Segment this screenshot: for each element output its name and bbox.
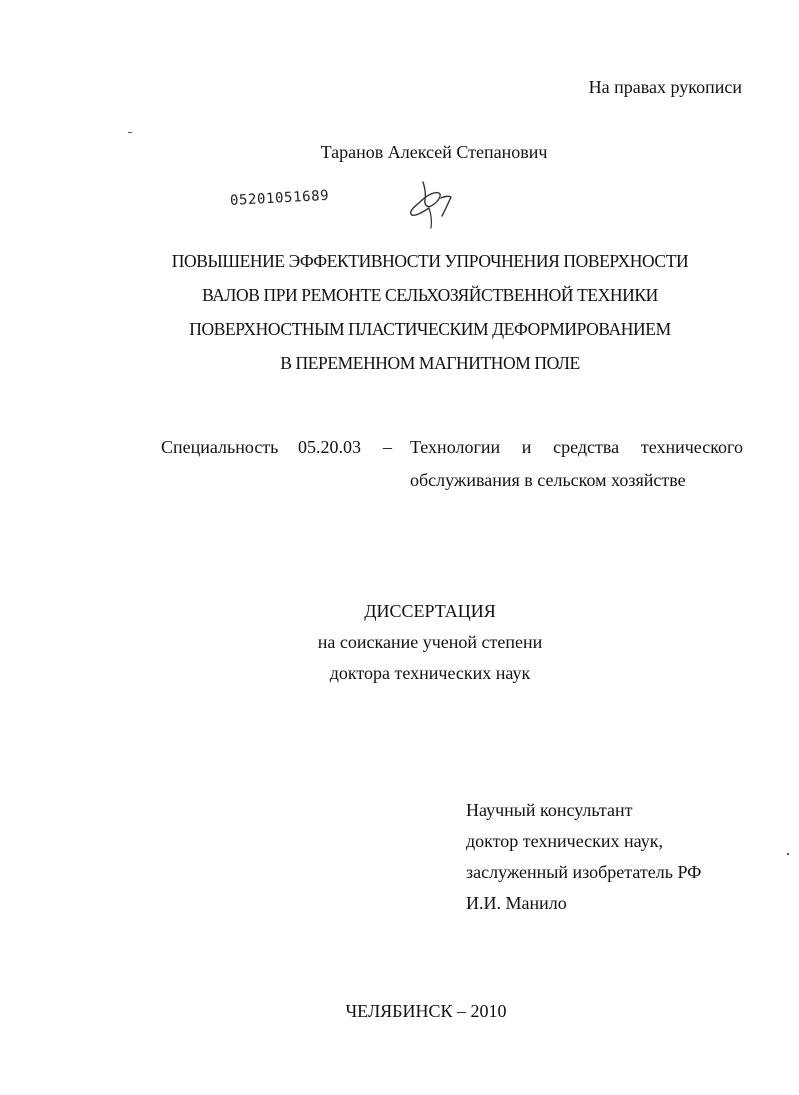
consultant-title: заслуженный изобретатель РФ bbox=[466, 862, 702, 882]
title-line: В ПЕРЕМЕННОМ МАГНИТНОМ ПОЛЕ bbox=[280, 353, 580, 373]
title-line: ПОВЫШЕНИЕ ЭФФЕКТИВНОСТИ УПРОЧНЕНИЯ ПОВЕРХНОСТИ bbox=[171, 251, 689, 271]
specialty-code: 05.20.03 bbox=[298, 437, 361, 457]
consultant-name: И.И. Манило bbox=[466, 893, 567, 913]
consultant-role: Научный консультант bbox=[466, 800, 633, 820]
specialty-label: Специальность bbox=[161, 437, 279, 457]
title-line: ВАЛОВ ПРИ РЕМОНТЕ СЕЛЬХОЗЯЙСТВЕННОЙ ТЕХНИКИ bbox=[202, 285, 658, 305]
dissertation-info bbox=[0, 596, 799, 689]
scan-speck bbox=[128, 132, 132, 133]
scan-speck bbox=[787, 853, 789, 855]
degree-line1: на соискание ученой степени bbox=[317, 632, 543, 652]
handwritten-signature bbox=[403, 178, 459, 230]
dissertation-title bbox=[110, 244, 750, 380]
specialty-name-line1: Технологии и средства технического bbox=[410, 437, 743, 457]
specialty-dash: – bbox=[383, 437, 392, 457]
consultant-block bbox=[466, 795, 701, 919]
author-name: Таранов Алексей Степанович bbox=[320, 142, 548, 162]
consultant-degree: доктор технических наук, bbox=[466, 831, 663, 851]
degree-line2: доктора технических наук bbox=[329, 663, 531, 683]
rights-notice: На правах рукописи bbox=[588, 77, 742, 97]
specialty-name-line2: обслуживания в сельском хозяйстве bbox=[410, 470, 686, 490]
dissertation-heading: ДИССЕРТАЦИЯ bbox=[364, 601, 496, 621]
title-line: ПОВЕРХНОСТНЫМ ПЛАСТИЧЕСКИМ ДЕФОРМИРОВАНИЕМ bbox=[189, 319, 671, 339]
archive-number-stamp: 05201051689 bbox=[229, 187, 330, 209]
city-year: ЧЕЛЯБИНСК – 2010 bbox=[345, 1001, 507, 1021]
